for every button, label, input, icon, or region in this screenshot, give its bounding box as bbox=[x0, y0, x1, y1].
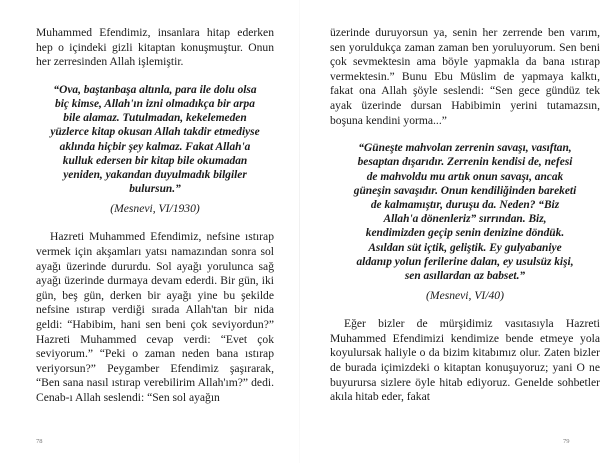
right-page-text-column bbox=[330, 26, 600, 405]
left-paragraph-1: Muhammed Efendimiz, insanlara hitap ederken hep o içindeki gizli kitaptan konuşmuştur. Onun her zerresinden Allah işlemiştir. bbox=[36, 26, 274, 69]
left-paragraph-2: Hazreti Muhammed Efendimiz, nefsine ıstırap vermek için akşamları yatsı namazından sonra sol ayağı üzerinde dururdu. Sol ayağı yorulunca sağ ayağı üzerinde durmaya devam ederdi. Bir gün, iki gün, beş gün, derken bir ayağı yine bu şekilde nefsine ıstırap verdiği sırada Allah'tan bir nida geldi: “Habibim, hani sen beni çok seviyordun?” Hazreti Muhammed cevap verdi: “Evet çok seviyorum.” “Peki o zaman neden bana ıstırap veriyorsun?” Peygamber Efendimiz şaşırarak, “Ben sana nasıl ıstırap verebilirim Allah'ım?” dedi. Cenab-ı Allah seslendi: “Sen sol ayağın bbox=[36, 230, 274, 404]
left-quote-line: bulursun.” bbox=[129, 183, 181, 196]
right-quote-block bbox=[330, 141, 600, 283]
left-page-text-column bbox=[36, 26, 274, 406]
left-quote-citation: (Mesnevi, VI/1930) bbox=[110, 202, 200, 216]
right-quote-line: kendimizden geçip senin denizine döndük. bbox=[365, 227, 565, 240]
left-quote-line: aklında hiçbir şey kalmaz. Fakat Allah'a bbox=[59, 140, 251, 153]
right-quote-line: de mahvoldu mu artık onun savaşı, ancak bbox=[366, 170, 564, 183]
right-quote-line: de kalmamıştır, duruşu da. Neden? “Biz bbox=[370, 198, 560, 211]
left-quote-line: yüzlerce kitap okusan Allah takdir etmediyse bbox=[50, 126, 260, 139]
right-quote-line: aldanıp yolun ferilerine dalan, ey usulsüz kişi, bbox=[356, 255, 574, 268]
left-quote-line: kulluk edersen bir kitap bile okumadan bbox=[62, 154, 248, 167]
left-quote-line: yeniden, yakandan duyulmadık bilgiler bbox=[63, 169, 247, 181]
left-quote-line: “Ova, baştanbaşa altınla, para ile dolu olsa bbox=[53, 83, 257, 96]
right-quote-line: sen asıllardan az babset.” bbox=[404, 269, 526, 282]
right-paragraph-1: üzerinde duruyorsun ya, senin her zerrende ben varım, sen yoruldukça zaman zaman ben yoruluyorum. Sen beni çok sevmektesin ama böyle yapmakla da bana ıstırap vermektesin.” Bunu Ebu Müslim de yapmaya kalktı, fakat ona Allah şöyle seslendi: “Sen gece gündüz tek ayak üzerinde dursan Habibimin yerini tutamazsın, boşuna kendini yorma...” bbox=[330, 26, 600, 127]
right-page-number: 79 bbox=[563, 438, 570, 445]
right-quote-line: Allah'a dönenleriz” sırrından. Biz, bbox=[383, 213, 547, 226]
right-quote-line: besaptan dışarıdır. Zerrenin kendisi de, nefesi bbox=[357, 156, 573, 169]
left-page-number: 78 bbox=[36, 438, 43, 445]
right-quote-line: Asıldan süt içtik, geliştik. Ey gulyabaniye bbox=[368, 241, 562, 254]
left-quote-block bbox=[36, 83, 274, 197]
right-quote-line: “Güneşte mahvolan zerrenin savaşı, vasıftan, bbox=[358, 142, 572, 155]
left-quote-line: biç kimse, Allah'ın izni olmadıkça bir arpa bbox=[55, 97, 255, 110]
right-quote-line: güneşin savaşıdır. Onun kendiliğinden bareketi bbox=[353, 184, 577, 197]
right-quote-citation: (Mesnevi, VI/40) bbox=[426, 289, 504, 303]
right-paragraph-2: Eğer bizler de mürşidimiz vasıtasıyla Hazreti Muhammed Efendimizi kendimize bende etmeye yola koyulursak haliyle o da bizim kitabımız olur. Zaten bizler de burada içimizdeki o kitaptan konuşuyoruz; yani O ne buyurursa sizlere öyle hitab ediyoruz. Genelde sohbetler akıla hitab eder, fakat bbox=[330, 317, 600, 404]
left-quote-line: bile alamaz. Tutulmadan, kekelemeden bbox=[63, 112, 247, 125]
